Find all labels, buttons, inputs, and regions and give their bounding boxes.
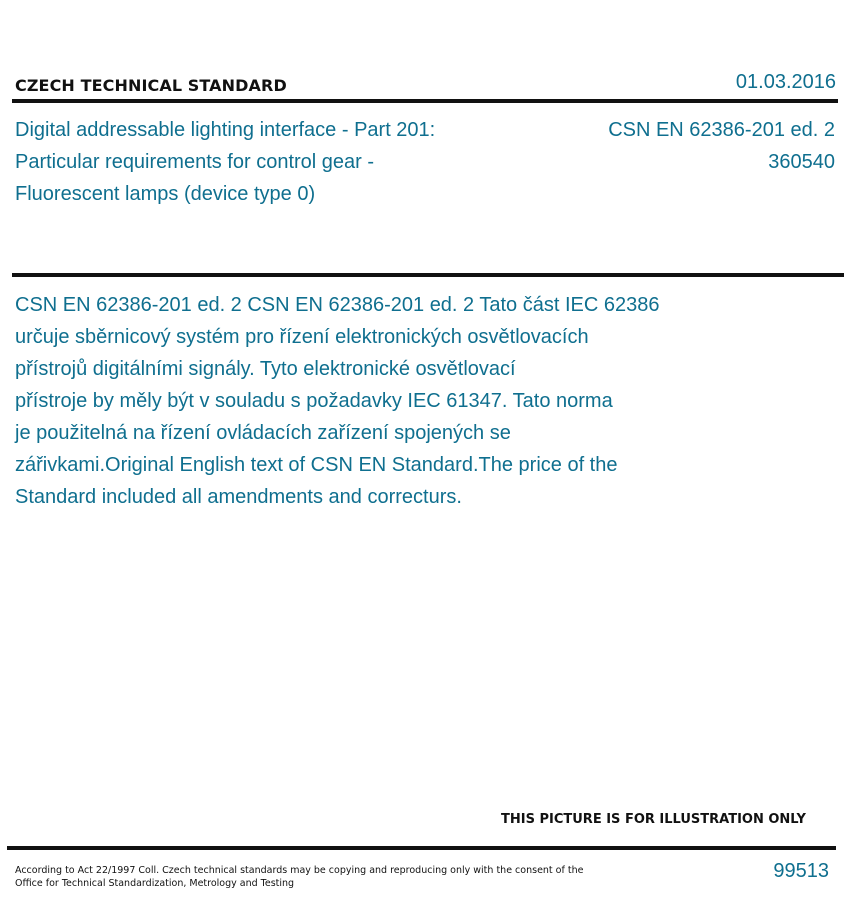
standard-title: Digital addressable lighting interface - Part 201: Particular requirements for control gear - Fluorescent lamps (device type 0) bbox=[15, 119, 436, 205]
header-divider bbox=[12, 99, 838, 103]
title-divider bbox=[12, 273, 844, 277]
publication-date: 01.03.2016 bbox=[735, 71, 836, 93]
illustration-note: THIS PICTURE IS FOR ILLUSTRATION ONLY bbox=[501, 812, 806, 827]
legal-notice: According to Act 22/1997 Coll. Czech technical standards may be copying and reproducing only with the consent of the Office for Technical Standardization, Metrology and Testing bbox=[15, 865, 584, 889]
document-number: 99513 bbox=[773, 860, 829, 882]
document-type-label: CZECH TECHNICAL STANDARD bbox=[15, 76, 287, 95]
footer-divider bbox=[7, 846, 836, 850]
standard-class-number: 360540 bbox=[768, 151, 835, 173]
standard-code: CSN EN 62386-201 ed. 2 bbox=[608, 119, 835, 141]
abstract-text: CSN EN 62386-201 ed. 2 CSN EN 62386-201 ed. 2 Tato část IEC 62386 určuje sběrnicový systém pro řízení elektronických osvětlovacích přístrojů digitálními signály. Tyto elektronické osvětlovací přístroje by měly být v souladu s požadavky IEC 61347. Tato norma je použitelná na řízení ovládacích zařízení spojených se zářivkami.Original English text of CSN EN Standard.The price of the Standard included all amendments and correcturs. bbox=[15, 294, 660, 508]
standard-code-block bbox=[608, 114, 835, 178]
